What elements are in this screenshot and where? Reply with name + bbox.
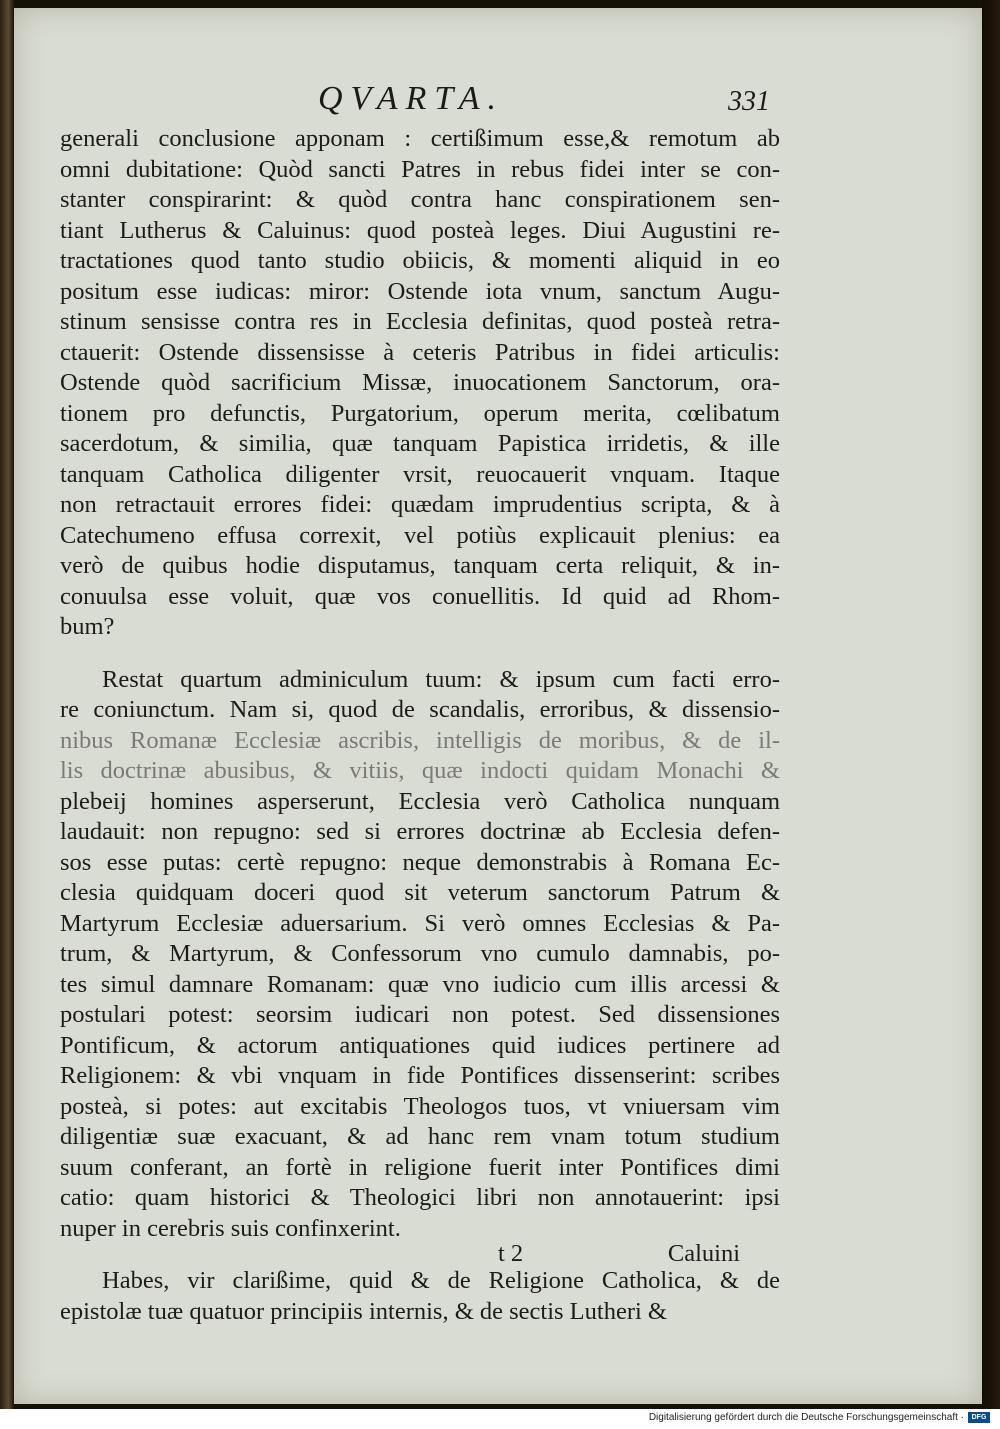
text-line: Restat quartum adminiculum tuum: & ipsum cum facti erro- bbox=[102, 665, 780, 693]
text-line: Habes, vir clarißime, quid & de Religione Catholica, & de bbox=[102, 1267, 780, 1294]
text-line: trum, & Martyrum, & Confessorum vno cumulo damnabis, po- bbox=[60, 940, 780, 967]
page-number: 331 bbox=[728, 86, 770, 117]
running-head: QVARTA. bbox=[318, 80, 504, 117]
dfg-logo: DFG bbox=[968, 1412, 990, 1423]
signature-mark: t 2 bbox=[498, 1240, 524, 1267]
text-line: clesia quidquam doceri quod sit veterum sanctorum Patrum & bbox=[60, 879, 780, 906]
body-text bbox=[60, 124, 780, 1327]
text-line: Catechumeno effusa correxit, vel potiùs explicauit plenius: ea bbox=[60, 521, 780, 549]
text-line: bum? bbox=[60, 613, 115, 640]
text-line: generali conclusione apponam : certißimum esse,& remotum ab bbox=[60, 125, 780, 152]
text-line: Religionem: & vbi vnquam in fide Pontifices dissenserint: scribes bbox=[60, 1062, 780, 1089]
text-line: posteà, si potes: aut excitabis Theologos tuos, vt vniuersam vim bbox=[60, 1092, 780, 1120]
text-line: laudauit: non repugno: sed si errores doctrinæ ab Ecclesia defen- bbox=[60, 818, 780, 845]
catchword-row bbox=[60, 1240, 740, 1272]
text-line: sos esse putas: certè repugno: neque demonstrabis à Romana Ec- bbox=[60, 848, 780, 876]
text-line: Martyrum Ecclesiæ aduersarium. Si verò omnes Ecclesias & Pa- bbox=[60, 909, 780, 937]
text-line: sacerdotum, & similia, quæ tanquam Papistica irridetis, & ille bbox=[60, 430, 780, 457]
text-line: ctauerit: Ostende dissensisse à ceteris Patribus in fidei articulis: bbox=[60, 338, 780, 366]
text-line: non retractauit errores fidei: quædam imprudentius scripta, & à bbox=[60, 491, 780, 518]
text-line: tractationes quod tanto studio obiicis, & momenti aliquid in eo bbox=[60, 247, 780, 274]
text-line: re coniunctum. Nam si, quod de scandalis, erroribus, & dissensio- bbox=[60, 696, 780, 723]
text-line: stinum sensisse contra res in Ecclesia definitas, quod posteà retra- bbox=[60, 308, 780, 335]
text-line: Ostende quòd sacrificium Missæ, inuocationem Sanctorum, ora- bbox=[60, 369, 780, 396]
text-line: postulari potest: seorsim iudicari non potest. Sed dissensiones bbox=[60, 1001, 780, 1028]
catchword: Caluini bbox=[667, 1240, 740, 1267]
paragraph bbox=[60, 124, 780, 643]
text-line: tiant Lutherus & Caluinus: quod posteà leges. Diui Augustini re- bbox=[60, 216, 780, 244]
text-line: diligentiæ suæ exacuant, & ad hanc rem vnam totum studium bbox=[60, 1123, 780, 1150]
text-line: nibus Romanæ Ecclesiæ ascribis, intelligis de moribus, & de il- bbox=[60, 726, 780, 754]
text-line: Pontificum, & actorum antiquationes quid iudices pertinere ad bbox=[60, 1031, 780, 1059]
binding-edge bbox=[0, 0, 14, 1409]
text-line: epistolæ tuæ quatuor principiis internis, & de sectis Lutheri & bbox=[60, 1297, 667, 1325]
text-line: plebeij homines asperserunt, Ecclesia verò Catholica nunquam bbox=[60, 787, 780, 815]
scan-border-right bbox=[982, 0, 1000, 1409]
paragraph-gap bbox=[60, 643, 780, 665]
text-line: tes simul damnare Romanam: quæ vno iudicio cum illis arcessi & bbox=[60, 970, 780, 998]
paragraph bbox=[60, 665, 780, 1245]
text-line: nuper in cerebris suis confinxerint. bbox=[60, 1214, 401, 1242]
text-line: tanquam Catholica diligenter vrsit, reuocauerit vnquam. Itaque bbox=[60, 460, 780, 488]
text-line: lis doctrinæ abusibus, & vitiis, quæ indocti quidam Monachi & bbox=[60, 757, 780, 784]
paragraph bbox=[60, 1266, 780, 1327]
text-line: omni dubitatione: Quòd sancti Patres in rebus fidei inter se con- bbox=[60, 155, 780, 183]
text-line: conuulsa esse voluit, quæ vos conuellitis. Id quid ad Rhom- bbox=[60, 582, 780, 610]
text-line: tionem pro defunctis, Purgatorium, operum merita, cœlibatum bbox=[60, 399, 780, 427]
text-line: catio: quam historici & Theologici libri non annotauerint: ipsi bbox=[60, 1184, 780, 1211]
text-line: suum conferant, an fortè in religione fuerit inter Pontifices dimi bbox=[60, 1153, 780, 1181]
text-line: stanter conspirarint: & quòd contra hanc conspirationem sen- bbox=[60, 186, 780, 213]
text-line: verò de quibus hodie disputamus, tanquam certa reliquit, & in- bbox=[60, 552, 780, 579]
text-line: positum esse iudicas: miror: Ostende iota vnum, sanctum Augu- bbox=[60, 277, 780, 305]
funding-note: Digitalisierung gefördert durch die Deutsche Forschungsgemeinschaft · bbox=[648, 1412, 964, 1423]
